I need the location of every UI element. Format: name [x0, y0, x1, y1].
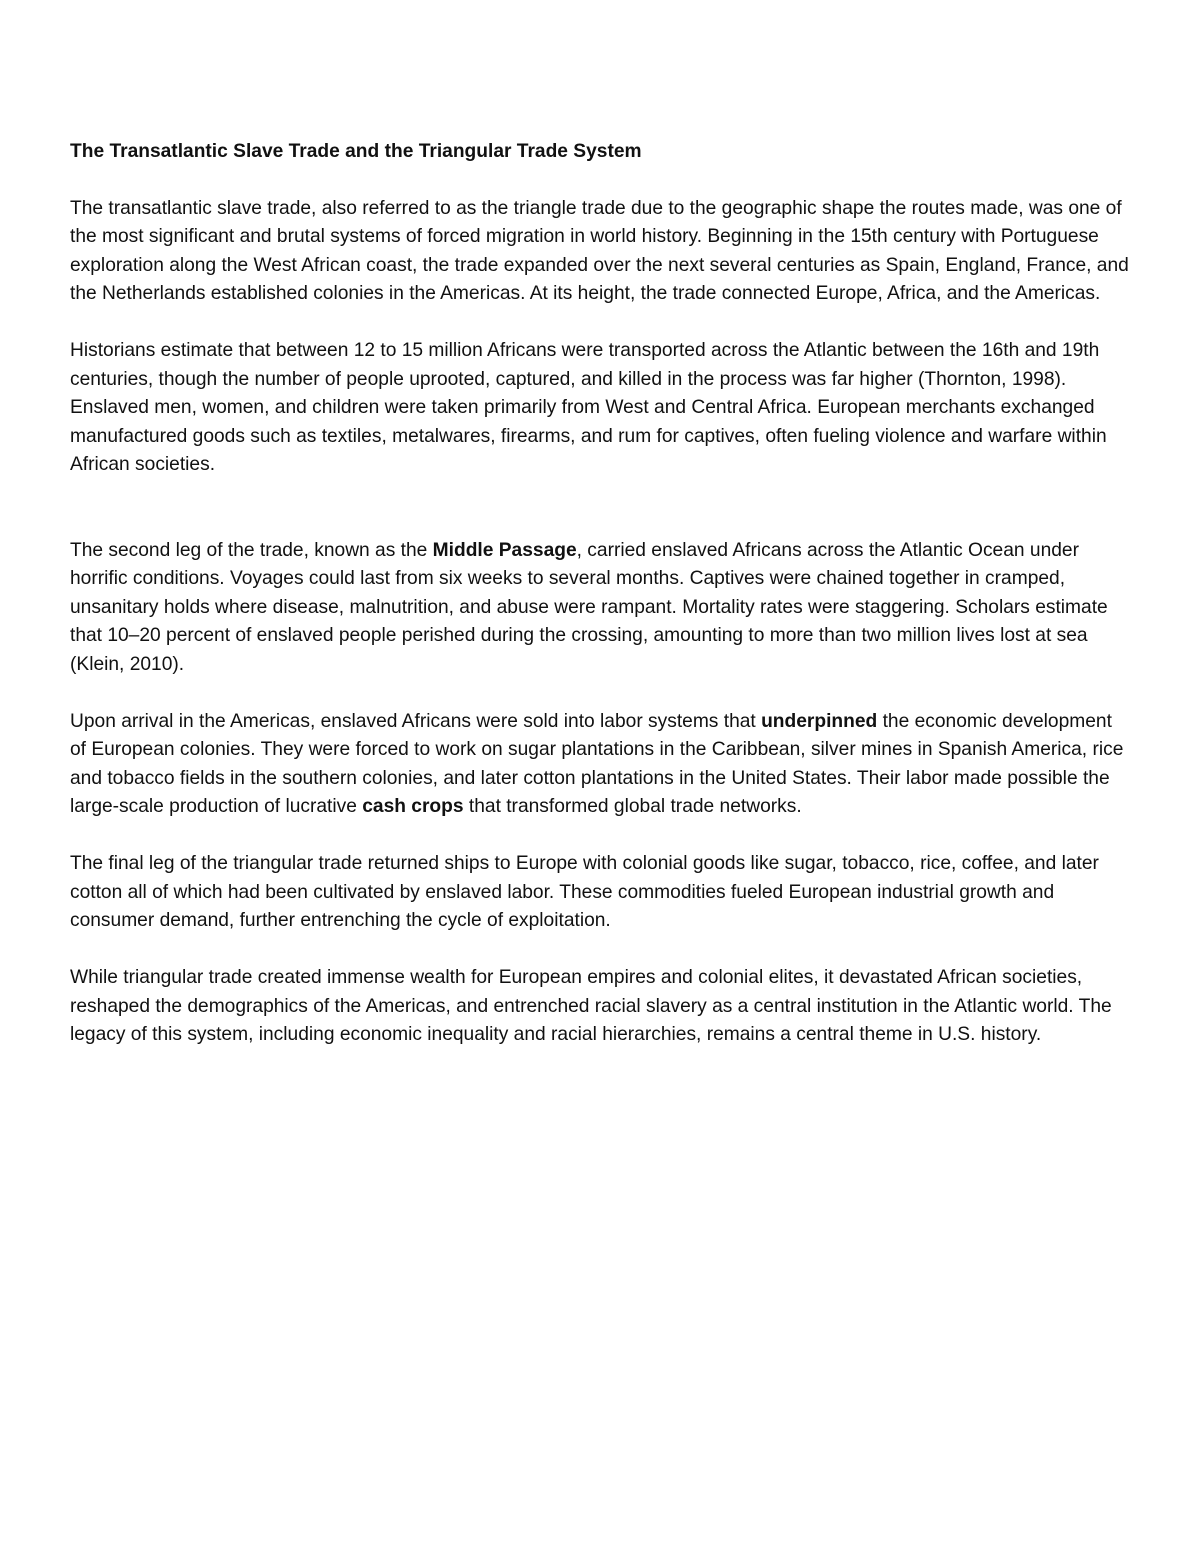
bold-term-middle-passage: Middle Passage — [432, 539, 577, 561]
paragraph-final-leg: The final leg of the triangular trade returned ships to Europe with colonial goods like sugar, tobacco, rice, coffee, and later cotton all of which had been cultivated by enslaved labor. These commodities fueled European industrial growth and consumer demand, further entrenching the cycle of exploitation. — [70, 853, 1099, 931]
paragraph-labor-systems — [70, 708, 1132, 822]
paragraph-historians: Historians estimate that between 12 to 15 million Africans were transported across the Atlantic between the 16th and 19th centuries, though the number of people uprooted, captured, and killed in the process was far higher (Thornton, 1998). Enslaved men, women, and children were taken primarily from West and Central Africa. European merchants exchanged manufactured goods such as textiles, metalwares, firearms, and rum for captives, often fueling violence and warfare within African societies. — [70, 340, 1107, 475]
paragraph-labor-text-2: the economic development of European colonies. They were forced to work on sugar plantations in the Caribbean, silver mines in Spanish America, rice and tobacco fields in the southern colonies, and later cotton plantations in the United States. Their labor made possible the large-scale production of lucrative — [70, 710, 1124, 817]
paragraph-labor-text-3: that transformed global trade networks. — [463, 796, 802, 817]
paragraph-intro: The transatlantic slave trade, also referred to as the triangle trade due to the geographic shape the routes made, was one of the most significant and brutal systems of forced migration in world history. Beginning in the 15th century with Portuguese exploration along the West African coast, the trade expanded over the next several centuries as Spain, England, France, and the Netherlands established colonies in the Americas. At its height, the trade connected Europe, Africa, and the Americas. — [70, 197, 1129, 304]
document-title: The Transatlantic Slave Trade and the Triangular Trade System — [70, 141, 642, 162]
paragraph-middle-passage-text-1: The second leg of the trade, known as the — [70, 539, 433, 561]
bold-term-cash-crops: cash crops — [362, 796, 464, 817]
paragraph-middle-passage-text-2: , carried enslaved Africans across the Atlantic Ocean under horrific conditions. Voyages could last from six weeks to several months. Captives were chained together in cramped, unsanitary holds where disease, malnutrition, and abuse were rampant. Mortality rates were staggering. Scholars estimate that 10–20 percent of enslaved people perished during the crossing, amounting to more than two million lives lost at sea (Klein, 2010). — [70, 539, 1108, 675]
document-body — [70, 138, 1132, 1078]
paragraph-legacy: While triangular trade created immense wealth for European empires and colonial elites, it devastated African societies, reshaped the demographics of the Americas, and entrenched racial slavery as a central institution in the Atlantic world. The legacy of this system, including economic inequality and racial hierarchies, remains a central theme in U.S. history. — [70, 967, 1112, 1045]
paragraph-middle-passage — [70, 537, 1132, 680]
bold-term-underpinned: underpinned — [761, 710, 878, 732]
paragraph-labor-text-1: Upon arrival in the Americas, enslaved Africans were sold into labor systems that — [70, 710, 762, 732]
